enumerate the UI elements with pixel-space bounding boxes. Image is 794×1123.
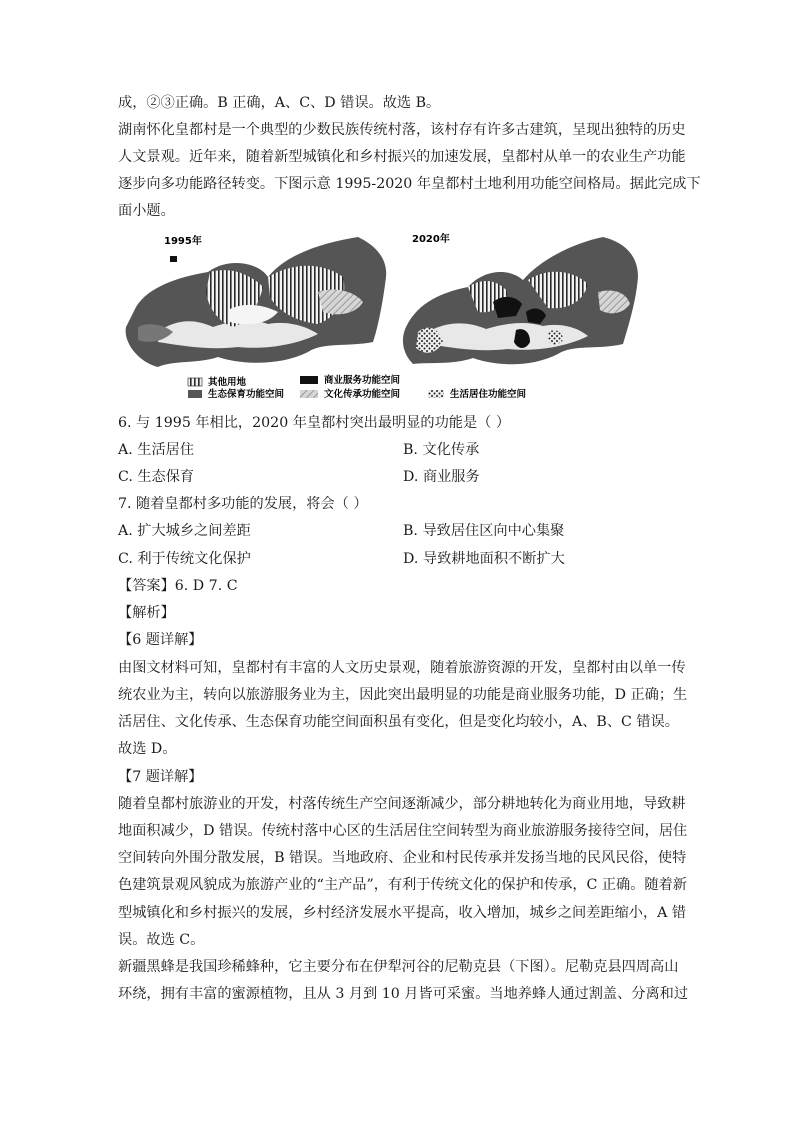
legend-label-living: 生活居住功能空间	[450, 389, 527, 400]
question-6-stem: 6. 与 1995 年相比，2020 年皇都村突出最明显的功能是（ ）	[118, 415, 511, 431]
legend-label-commerce: 商业服务功能空间	[324, 375, 401, 386]
question-6-option-b: B. 文化传承	[403, 442, 480, 458]
text-line: 空间转向外围分散发展，B 错误。当地政府、企业和村民传承并发扬当地的民风民俗，使特	[118, 850, 687, 866]
land-use-map-svg	[118, 232, 658, 404]
question-6-option-c: C. 生态保育	[118, 469, 195, 485]
text-line: 由图文材料可知，皇都村有丰富的人文历史景观，随着旅游资源的开发，皇都村由以单一传	[118, 660, 686, 676]
legend-swatch-commerce	[300, 376, 318, 384]
text-line: 误。故选 C。	[118, 932, 205, 948]
question-6-option-d: D. 商业服务	[403, 469, 480, 485]
answer-line: 【答案】6. D 7. C	[118, 578, 238, 594]
analysis-heading: 【解析】	[118, 605, 175, 621]
text-line: 统农业为主，转向以旅游服务业为主，因此突出最明显的功能是商业服务功能，D 正确；生	[118, 687, 688, 703]
year-label-1995: 1995年	[164, 236, 202, 247]
legend-label-other: 其他用地	[208, 377, 247, 388]
question-7-option-d: D. 导致耕地面积不断扩大	[403, 551, 565, 567]
question-7-option-a: A. 扩大城乡之间差距	[118, 523, 251, 539]
legend-label-culture: 文化传承功能空间	[324, 389, 401, 400]
legend-swatch-living	[428, 390, 444, 398]
text-line: 活居住、文化传承、生态保育功能空间面积虽有变化，但是变化均较小，A、B、C 错误。	[118, 714, 679, 730]
legend-swatch-ecology	[188, 390, 202, 398]
text-line: 色建筑景观风貌成为旅游产业的“主产品”，有利于传统文化的保护和传承，C 正确。随着新	[118, 877, 687, 893]
question-7-stem: 7. 随着皇都村多功能的发展，将会（ ）	[118, 496, 368, 512]
text-line: 成，②③正确。B 正确，A、C、D 错误。故选 B。	[118, 95, 441, 111]
text-line: 新疆黑蜂是我国珍稀蜂种，它主要分布在伊犁河谷的尼勒克县（下图）。尼勒克县四周高山	[118, 959, 679, 975]
text-line: 环绕，拥有丰富的蜜源植物，且从 3 月到 10 月皆可采蜜。当地养蜂人通过割盖、分离和过	[118, 986, 689, 1002]
legend-swatch-culture	[300, 390, 318, 398]
text-line: 逐步向多功能路径转变。下图示意 1995-2020 年皇都村土地利用功能空间格局。据此完成下	[118, 176, 701, 192]
question-7-option-c: C. 利于传统文化保护	[118, 551, 251, 567]
detail-6-title: 【6 题详解】	[118, 632, 203, 648]
map-2020	[403, 232, 638, 364]
land-use-map-figure	[118, 232, 658, 404]
text-line: 人文景观。近年来，随着新型城镇化和乡村振兴的加速发展，皇都村从单一的农业生产功能	[118, 149, 686, 165]
question-6-option-a: A. 生活居住	[118, 442, 195, 458]
text-line: 面小题。	[118, 203, 175, 219]
question-7-option-b: B. 导致居住区向中心集聚	[403, 523, 565, 539]
detail-7-title: 【7 题详解】	[118, 769, 203, 785]
text-line: 地面积减少，D 错误。传统村落中心区的生活居住空间转型为商业旅游服务接待空间，居住	[118, 823, 688, 839]
legend-swatch-other	[188, 378, 202, 386]
text-line: 湖南怀化皇都村是一个典型的少数民族传统村落，该村存有许多古建筑，呈现出独特的历史	[118, 122, 686, 138]
text-line: 故选 D。	[118, 741, 177, 757]
year-label-2020: 2020年	[412, 234, 450, 245]
text-line: 随着皇都村旅游业的开发，村落传统生产空间逐渐减少，部分耕地转化为商业用地，导致耕	[118, 796, 686, 812]
map-1995	[126, 234, 387, 367]
text-line: 型城镇化和乡村振兴的发展，乡村经济发展水平提高，收入增加，城乡之间差距缩小，A 错	[118, 905, 687, 921]
legend	[188, 374, 527, 400]
legend-label-ecology: 生态保育功能空间	[208, 389, 285, 400]
